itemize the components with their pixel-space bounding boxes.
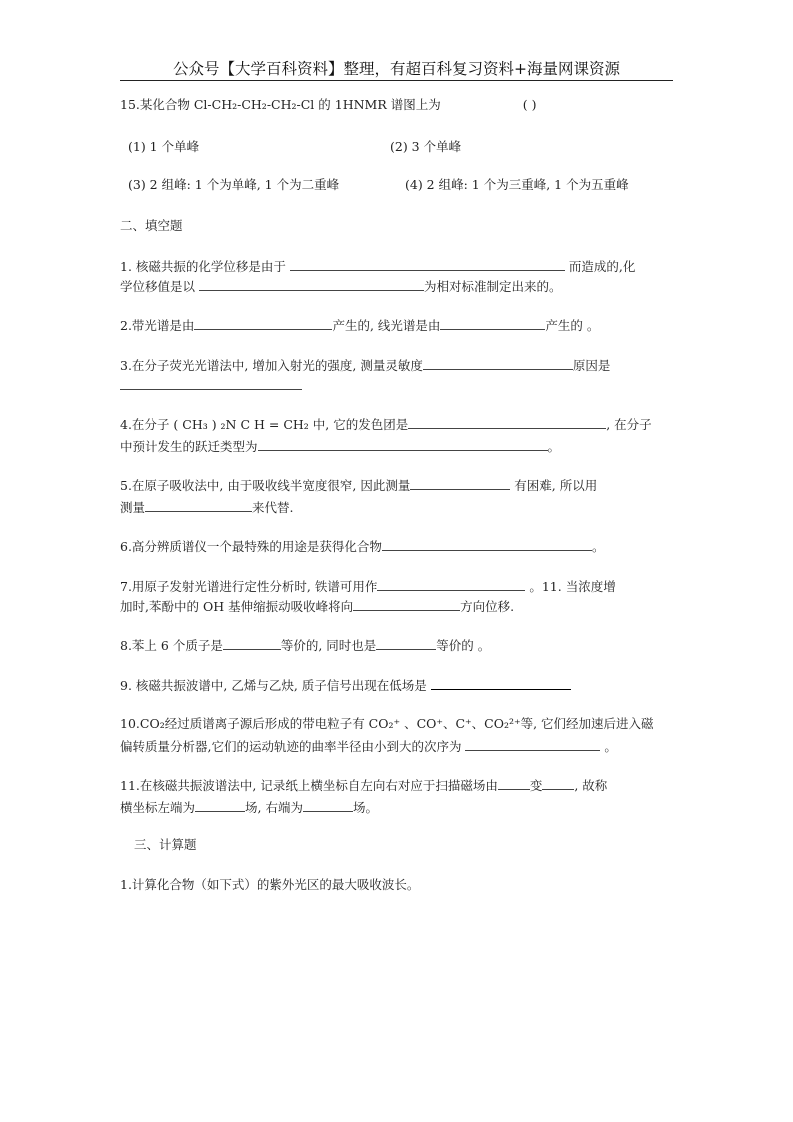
fill-7 (120, 578, 616, 595)
fill-4-cont (120, 438, 560, 455)
text-segment: 6.高分辨质谱仪一个最特殊的用途是获得化合物 (120, 539, 382, 554)
text-segment: 偏转质量分析器,它们的运动轨迹的曲率半径由小到大的次序为 (120, 739, 466, 754)
fill-9 (120, 677, 571, 694)
blank[interactable] (223, 637, 281, 650)
fill-11 (120, 777, 607, 794)
text-segment: 8.苯上 6 个质子是 (120, 638, 223, 653)
text-segment: 等价的, 同时也是 (280, 638, 377, 653)
fill-6 (120, 538, 604, 555)
blank[interactable] (290, 258, 565, 271)
blank[interactable] (382, 538, 592, 551)
option-1: (1) 1 个单峰 (128, 139, 200, 154)
text-segment: 2.带光谱是由 (120, 318, 195, 333)
fill-2 (120, 317, 599, 334)
text-segment: , 故称 (574, 778, 608, 793)
question-text: 15.某化合物 Cl-CH₂-CH₂-CH₂-Cl 的 1HNMR 谱图上为 (120, 97, 441, 112)
fill-3 (120, 357, 610, 374)
fill-1-cont (120, 278, 562, 295)
blank[interactable] (195, 799, 245, 812)
text-segment: 方向位移. (460, 599, 515, 614)
blank[interactable] (431, 677, 571, 690)
blank[interactable] (410, 477, 510, 490)
question-15 (120, 97, 536, 113)
text-segment: 而造成的,化 (564, 259, 636, 274)
blank[interactable] (408, 416, 606, 429)
fill-10-cont (120, 738, 617, 755)
text-segment: 产生的, 线光谱是由 (332, 318, 441, 333)
text-segment: 学位移值是以 (120, 279, 199, 294)
text-segment: 。11. 当浓度增 (525, 579, 616, 594)
text-segment: 10.CO₂经过质谱离子源后形成的带电粒子有 CO₂⁺ 、CO⁺、C⁺、CO₂²⁺等, 它们经加速后进入磁 (120, 716, 654, 731)
text-segment: 等价的 。 (436, 638, 491, 653)
option-3: (3) 2 组峰: 1 个为单峰, 1 个为二重峰 (128, 177, 340, 192)
blank[interactable] (376, 637, 436, 650)
option-2: (2) 3 个单峰 (390, 139, 462, 154)
fill-5 (120, 477, 597, 494)
blank[interactable] (353, 598, 460, 611)
fill-3-cont (120, 377, 302, 394)
option-4: (4) 2 组峰: 1 个为三重峰, 1 个为五重峰 (405, 177, 629, 192)
text-segment: 7.用原子发射光谱进行定性分析时, 铁谱可用作 (120, 579, 378, 594)
text-segment: 来代替. (252, 500, 294, 515)
text-segment: 有困难, 所以用 (510, 478, 598, 493)
text-segment: 场, 右端为 (245, 800, 303, 815)
section-2-heading: 二、填空题 (120, 218, 183, 233)
fill-11-cont (120, 799, 378, 816)
fill-10 (120, 716, 654, 732)
fill-5-cont (120, 499, 294, 516)
text-segment: 1. 核磁共振的化学位移是由于 (120, 259, 290, 274)
fill-1 (120, 258, 635, 275)
blank[interactable] (465, 738, 600, 751)
text-segment: 3.在分子荧光光谱法中, 增加入射光的强度, 测量灵敏度 (120, 358, 423, 373)
answer-paren: ( ) (522, 97, 537, 112)
blank[interactable] (199, 278, 424, 291)
fill-8 (120, 637, 490, 654)
text-segment: 产生的 。 (545, 318, 600, 333)
text-segment: 横坐标左端为 (120, 800, 196, 815)
text-segment: 中预计发生的跃迁类型为 (120, 439, 258, 454)
text-segment: , 在分子 (606, 417, 652, 432)
text-segment: 。 (591, 539, 605, 554)
text-segment: 场。 (352, 800, 378, 815)
fill-4 (120, 416, 652, 433)
text-segment: 5.在原子吸收法中, 由于吸收线半宽度很窄, 因此测量 (120, 478, 411, 493)
blank[interactable] (423, 357, 573, 370)
blank[interactable] (542, 777, 574, 790)
header-rule (120, 80, 673, 81)
text-segment: 原因是 (572, 358, 611, 373)
text-segment: 为相对标准制定出来的。 (423, 279, 562, 294)
text-segment: 。 (600, 739, 617, 754)
calc-1: 1.计算化合物（如下式）的紫外光区的最大吸收波长。 (120, 877, 420, 892)
text-segment: 测量 (120, 500, 146, 515)
blank[interactable] (377, 578, 525, 591)
text-segment: 。 (547, 439, 561, 454)
page-header: 公众号【大学百科资料】整理，有超百科复习资料+海量网课资源 (173, 60, 620, 78)
blank[interactable] (194, 317, 332, 330)
blank[interactable] (440, 317, 545, 330)
blank[interactable] (303, 799, 353, 812)
text-segment: 加时,苯酚中的 OH 基伸缩振动吸收峰将向 (120, 599, 354, 614)
blank[interactable] (120, 377, 302, 390)
text-segment: 变 (529, 778, 543, 793)
section-3-heading: 三、计算题 (134, 837, 197, 852)
blank[interactable] (145, 499, 252, 512)
fill-7-cont (120, 598, 514, 615)
text-segment: 9. 核磁共振波谱中, 乙烯与乙炔, 质子信号出现在低场是 (120, 678, 431, 693)
text-segment: 4.在分子 ( CH₃ ) ₂N C H = CH₂ 中, 它的发色团是 (120, 417, 409, 432)
text-segment: 11.在核磁共振波谱法中, 记录纸上横坐标自左向右对应于扫描磁场由 (120, 778, 498, 793)
blank[interactable] (498, 777, 530, 790)
blank[interactable] (258, 438, 548, 451)
